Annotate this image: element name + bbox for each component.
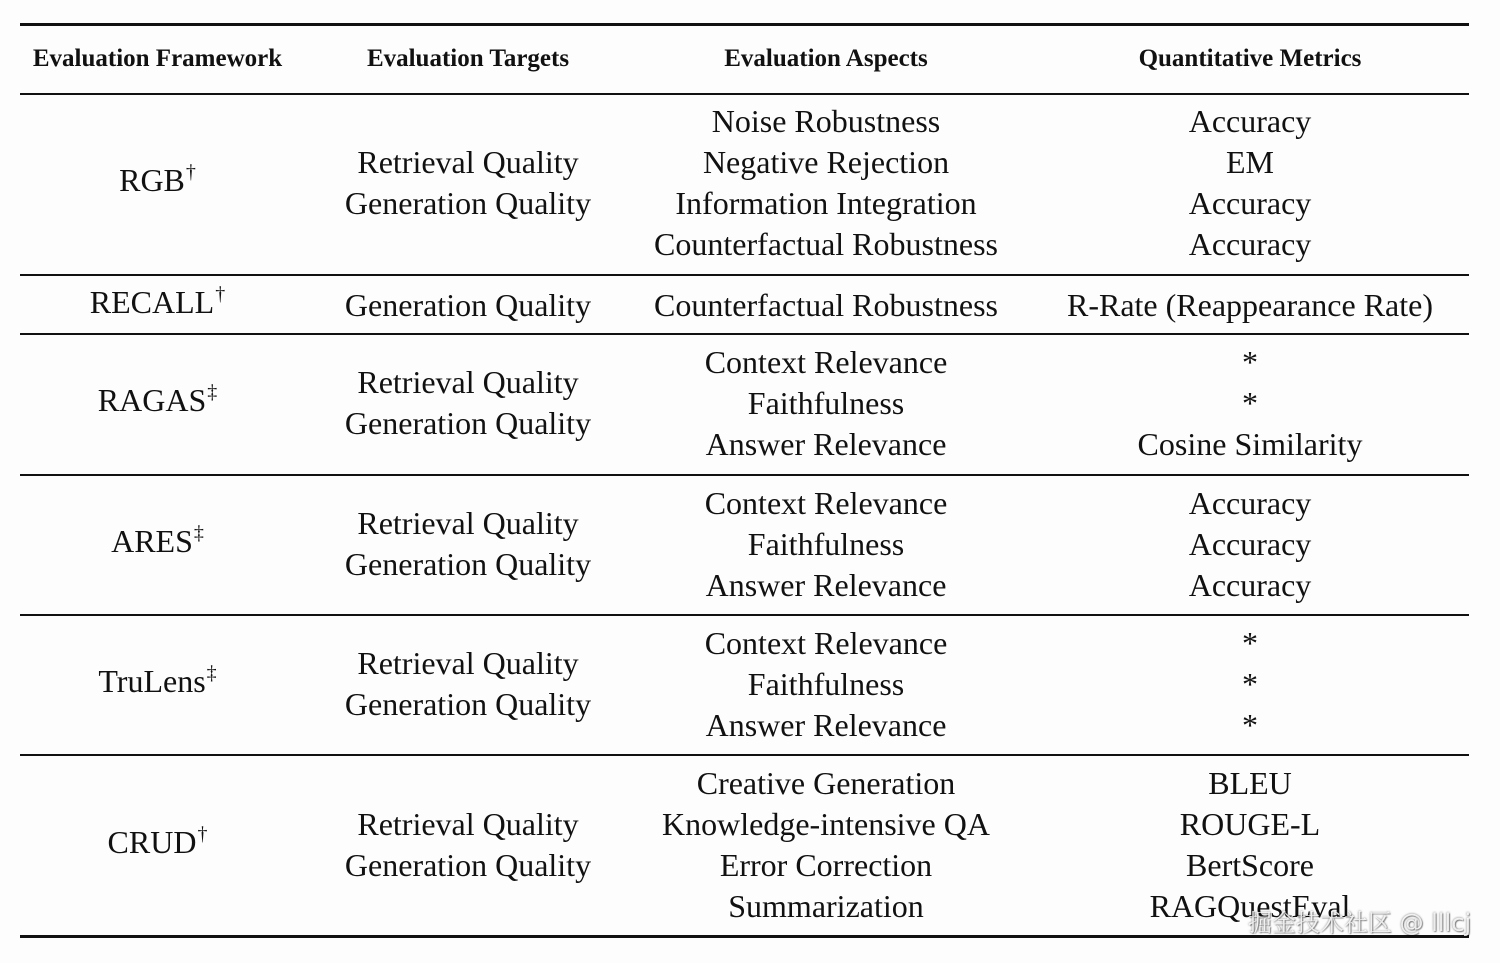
aspect-item: Answer Relevance	[705, 566, 947, 603]
framework-cell	[20, 622, 295, 746]
aspects-cell	[630, 341, 1022, 465]
framework-cell	[20, 482, 295, 606]
target-item: Generation Quality	[344, 185, 592, 221]
metric-item: *	[1242, 665, 1258, 702]
aspects-cell	[630, 280, 1022, 330]
metric-item: Accuracy	[1188, 185, 1312, 221]
table-row-recall	[0, 280, 1500, 330]
table-row-rgb	[0, 101, 1500, 265]
aspect-item: Faithfulness	[747, 384, 905, 421]
aspect-item: Information Integration	[675, 185, 977, 221]
metric-item: EM	[1226, 144, 1274, 180]
metric-item: RAGQuestEval	[1149, 888, 1351, 924]
framework-cell	[20, 101, 295, 265]
targets-cell	[318, 762, 618, 928]
target-item: Generation Quality	[344, 405, 592, 441]
metric-item: BLEU	[1208, 765, 1292, 801]
framework-cell	[20, 280, 295, 330]
aspect-item: Faithfulness	[747, 525, 905, 562]
header-rule	[20, 93, 1469, 95]
aspect-item: Context Relevance	[704, 343, 948, 380]
header-evaluation-framework: Evaluation Framework	[32, 45, 283, 72]
target-item: Retrieval Quality	[357, 144, 579, 180]
footnote-mark: †	[197, 823, 208, 845]
aspects-cell	[630, 622, 1022, 746]
row-divider	[20, 274, 1469, 276]
table-row-ragas	[0, 341, 1500, 465]
footnote-mark: ‡	[207, 381, 218, 403]
footnote-mark: ‡	[206, 662, 217, 684]
targets-cell	[318, 622, 618, 746]
aspects-cell	[630, 101, 1022, 265]
aspect-item: Counterfactual Robustness	[654, 286, 998, 323]
metric-item: BertScore	[1186, 847, 1314, 883]
table-row-ares	[0, 482, 1500, 606]
metric-item: *	[1242, 706, 1258, 743]
table-header-row	[0, 26, 1500, 92]
metric-item: *	[1242, 343, 1258, 380]
target-item: Generation Quality	[344, 686, 592, 722]
target-item: Generation Quality	[344, 286, 592, 323]
metrics-cell	[1040, 280, 1460, 330]
metric-item: R-Rate (Reappearance Rate)	[1066, 286, 1433, 323]
metric-item: Cosine Similarity	[1137, 425, 1363, 462]
row-divider	[20, 333, 1469, 335]
aspect-item: Counterfactual Robustness	[654, 226, 998, 262]
metric-item: Accuracy	[1188, 103, 1312, 139]
aspect-item: Knowledge-intensive QA	[662, 806, 990, 842]
metric-item: Accuracy	[1188, 566, 1312, 603]
table-row-trulens	[0, 622, 1500, 746]
metrics-cell	[1040, 101, 1460, 265]
metric-item: Accuracy	[1188, 525, 1312, 562]
metric-item: ROUGE-L	[1179, 806, 1321, 842]
footnote-mark: †	[215, 283, 226, 305]
aspects-cell	[630, 762, 1022, 928]
aspect-item: Creative Generation	[696, 765, 956, 801]
row-divider	[20, 474, 1469, 476]
framework-name: ARES	[111, 523, 193, 559]
targets-cell	[318, 101, 618, 265]
footnote-mark: †	[185, 161, 196, 183]
metric-item: *	[1242, 624, 1258, 661]
target-item: Retrieval Quality	[357, 806, 579, 842]
aspect-item: Context Relevance	[704, 484, 948, 521]
target-item: Generation Quality	[344, 847, 592, 883]
header-quantitative-metrics: Quantitative Metrics	[1138, 45, 1362, 72]
aspect-item: Answer Relevance	[705, 425, 947, 462]
metrics-cell	[1040, 622, 1460, 746]
targets-cell	[318, 280, 618, 330]
row-divider	[20, 614, 1469, 616]
metric-item: *	[1242, 384, 1258, 421]
header-evaluation-targets: Evaluation Targets	[366, 45, 570, 72]
header-evaluation-aspects: Evaluation Aspects	[724, 45, 928, 72]
target-item: Retrieval Quality	[357, 645, 579, 681]
target-item: Retrieval Quality	[357, 505, 579, 541]
targets-cell	[318, 341, 618, 465]
metrics-cell	[1040, 341, 1460, 465]
metric-item: Accuracy	[1188, 226, 1312, 262]
target-item: Retrieval Quality	[357, 364, 579, 400]
framework-name: RGB	[119, 162, 185, 198]
aspect-item: Answer Relevance	[705, 706, 947, 743]
footnote-mark: ‡	[193, 522, 204, 544]
row-divider	[20, 754, 1469, 756]
framework-cell	[20, 341, 295, 465]
framework-name: CRUD	[107, 824, 197, 860]
aspect-item: Error Correction	[719, 847, 933, 883]
framework-cell	[20, 762, 295, 928]
aspects-cell	[630, 482, 1022, 606]
targets-cell	[318, 482, 618, 606]
aspect-item: Context Relevance	[704, 624, 948, 661]
aspect-item: Negative Rejection	[702, 144, 950, 180]
framework-name: RECALL	[89, 284, 215, 320]
metrics-cell	[1040, 482, 1460, 606]
framework-name: TruLens	[98, 663, 206, 699]
target-item: Generation Quality	[344, 546, 592, 582]
framework-name: RAGAS	[97, 382, 207, 418]
watermark: 掘金技术社区 @ lllcj	[1248, 909, 1472, 937]
aspect-item: Noise Robustness	[711, 103, 941, 139]
aspect-item: Faithfulness	[747, 665, 905, 702]
aspect-item: Summarization	[728, 888, 924, 924]
metric-item: Accuracy	[1188, 484, 1312, 521]
